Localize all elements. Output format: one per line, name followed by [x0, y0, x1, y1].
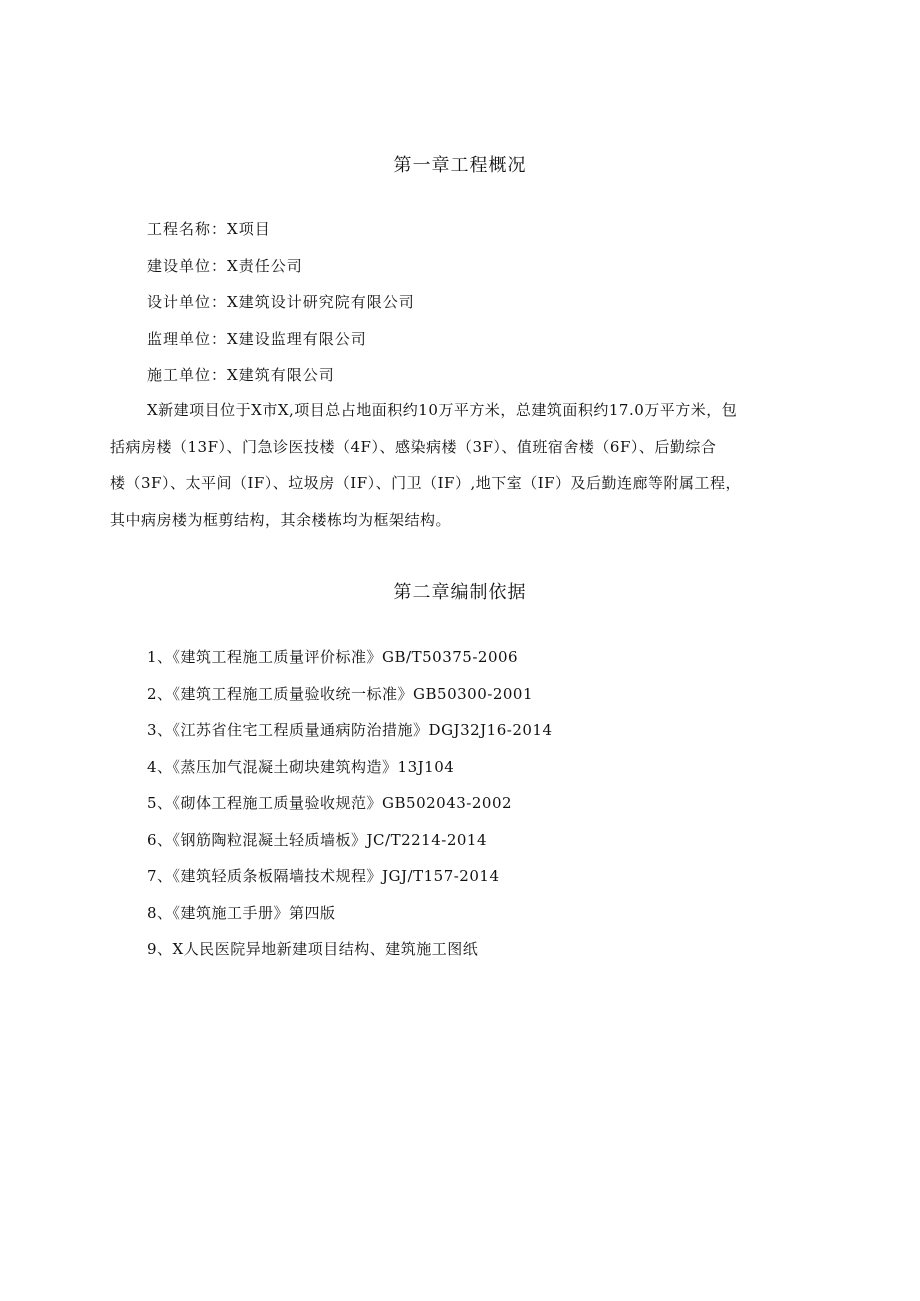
summary-line: 楼（3F）、太平间（IF）、垃圾房（IF）、门卫（IF）,地下室（IF）及后勤连廊等附属工程，	[110, 474, 742, 492]
client-field	[147, 255, 303, 276]
field-value: X建筑设计研究院有限公司	[227, 293, 415, 311]
field-label: 建设单位：	[147, 257, 228, 275]
chapter-2-title: 第二章编制依据	[393, 582, 527, 603]
reference-item: 4、《蒸压加气混凝土砌块建筑构造》13J104	[147, 758, 455, 776]
field-label: 监理单位：	[147, 330, 228, 348]
reference-item: 1、《建筑工程施工质量评价标准》GB/T50375-2006	[147, 648, 519, 666]
designer-field	[147, 291, 415, 312]
summary-line: X新建项目位于X市X,项目总占地面积约10万平方米，总建筑面积约17.0万平方米，包	[147, 401, 738, 419]
summary-line: 其中病房楼为框剪结构，其余楼栋均为框架结构。	[110, 510, 452, 529]
reference-item: 5、《砌体工程施工质量验收规范》GB502043-2002	[147, 794, 513, 812]
field-value: X建筑有限公司	[227, 366, 335, 384]
field-label: 设计单位：	[147, 293, 228, 311]
reference-item: 6、《钢筋陶粒混凝土轻质墙板》JC/T2214-2014	[147, 831, 488, 849]
reference-item: 8、《建筑施工手册》第四版	[147, 904, 336, 922]
project-name-field	[147, 218, 271, 239]
reference-item: 3、《江苏省住宅工程质量通病防治措施》DGJ32J16-2014	[147, 721, 553, 739]
reference-item: 7、《建筑轻质条板隔墙技术规程》JGJ/T157-2014	[147, 867, 500, 885]
field-value: X责任公司	[227, 257, 303, 275]
field-label: 工程名称：	[147, 220, 228, 238]
chapter-1-title: 第一章工程概况	[393, 155, 527, 176]
field-value: X建设监理有限公司	[227, 330, 367, 348]
supervisor-field	[147, 328, 367, 349]
reference-item: 9、X人民医院异地新建项目结构、建筑施工图纸	[147, 940, 479, 958]
project-summary-paragraph	[110, 392, 820, 538]
field-value: X项目	[227, 220, 271, 238]
reference-item: 2、《建筑工程施工质量验收统一标准》GB50300-2001	[147, 685, 534, 703]
field-label: 施工单位：	[147, 366, 228, 384]
contractor-field	[147, 364, 335, 385]
summary-line: 括病房楼（13F）、门急诊医技楼（4F）、感染病楼（3F）、值班宿舍楼（6F）、后勤综合	[110, 437, 717, 456]
